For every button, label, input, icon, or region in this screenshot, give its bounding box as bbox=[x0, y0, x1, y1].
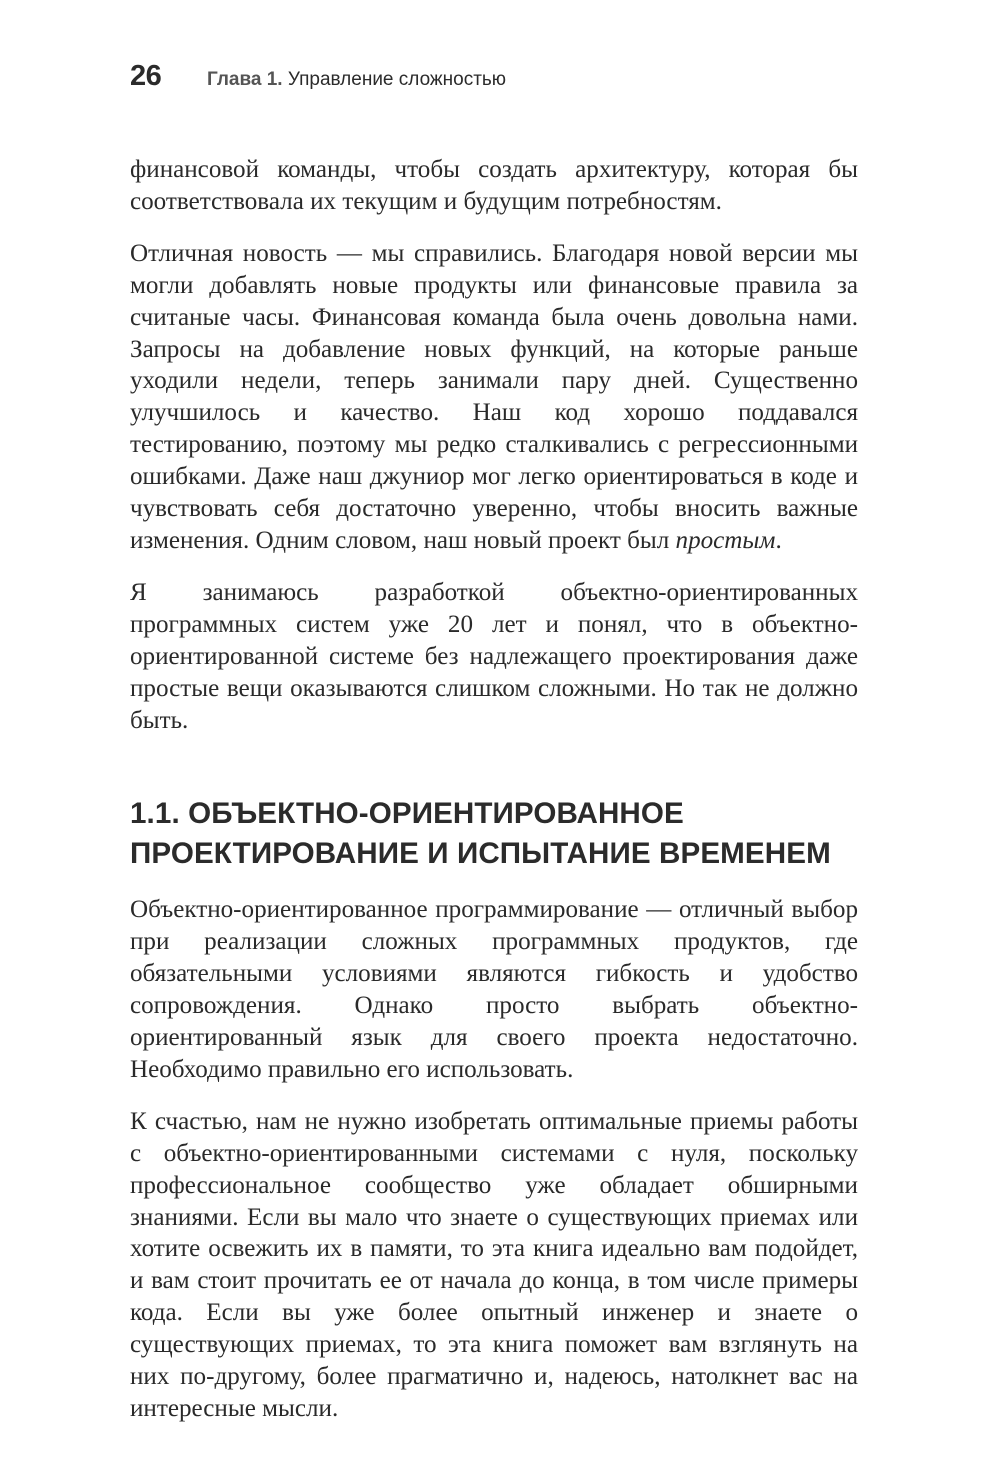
paragraph-good-news bbox=[130, 238, 858, 557]
paragraph-good-news-text: Отличная новость — мы справились. Благодаря новой версии мы могли добавлять новые продукты или финансовые правила за считаные часы. Финансовая команда была очень довольна нами. Запросы на добавление новых функций, на которые раньше уходили недели, теперь занимали пару дней. Существенно улучшилось и качество. Наш код хорошо поддавался тестированию, поэтому мы редко сталкивались с регрессионными ошибками. Даже наш джуниор мог легко ориентироваться в коде и чувствовать себя достаточно уверенно, чтобы вносить важные изменения. Одним словом, наш новый проект был bbox=[130, 239, 858, 554]
page-number: 26 bbox=[130, 60, 162, 92]
section-heading bbox=[130, 794, 858, 874]
emphasis-period: . bbox=[775, 526, 782, 554]
paragraph-fortunately: К счастью, нам не нужно изобретать оптимальные приемы работы с объектно-ориентированными системами с нуля, поскольку профессиональное сообщество уже обладает обширными знаниями. Если вы мало что знаете о существующих приемах или хотите освежить их в памяти, то эта книга идеально вам подойдет, и вам стоит прочитать ее от начала до конца, в том числе примеры кода. Если вы уже более опытный инженер и знаете о существующих приемах, то эта книга поможет вам взглянуть на них по-другому, более прагматично и, надеюсь, натолкнет вас на интересные мысли. bbox=[130, 1107, 858, 1422]
emphasis-simple: простым bbox=[675, 526, 776, 554]
chapter-title: Управление сложностью bbox=[287, 69, 507, 90]
chapter-label bbox=[207, 69, 506, 91]
paragraph-experience: Я занимаюсь разработкой объектно-ориентированных программных систем уже 20 лет и понял, что в объектно-ориентированной системе без надлежащего проектирования даже простые вещи оказываются слишком сложными. Но так не должно быть. bbox=[130, 578, 858, 734]
paragraph-continuation: финансовой команды, чтобы создать архитектуру, которая бы соответствовала их текущим и будущим потребностям. bbox=[130, 156, 858, 215]
running-header bbox=[130, 60, 858, 116]
paragraph-oop-choice: Объектно-ориентированное программирование — отличный выбор при реализации сложных программных продуктов, где обязательными условиями являются гибкость и удобство сопровождения. Однако просто выбрать объектно-ориентированный язык для своего проекта недостаточно. Необходимо правильно его использовать. bbox=[130, 896, 858, 1083]
chapter-prefix: Глава 1. bbox=[207, 69, 283, 90]
section-heading-line-1: 1.1. ОБЪЕКТНО-ОРИЕНТИРОВАННОЕ bbox=[130, 797, 684, 831]
page-content bbox=[130, 60, 858, 1445]
body-text bbox=[130, 154, 858, 1425]
section-heading-line-2: ПРОЕКТИРОВАНИЕ И ИСПЫТАНИЕ ВРЕМЕНЕМ bbox=[130, 837, 831, 871]
